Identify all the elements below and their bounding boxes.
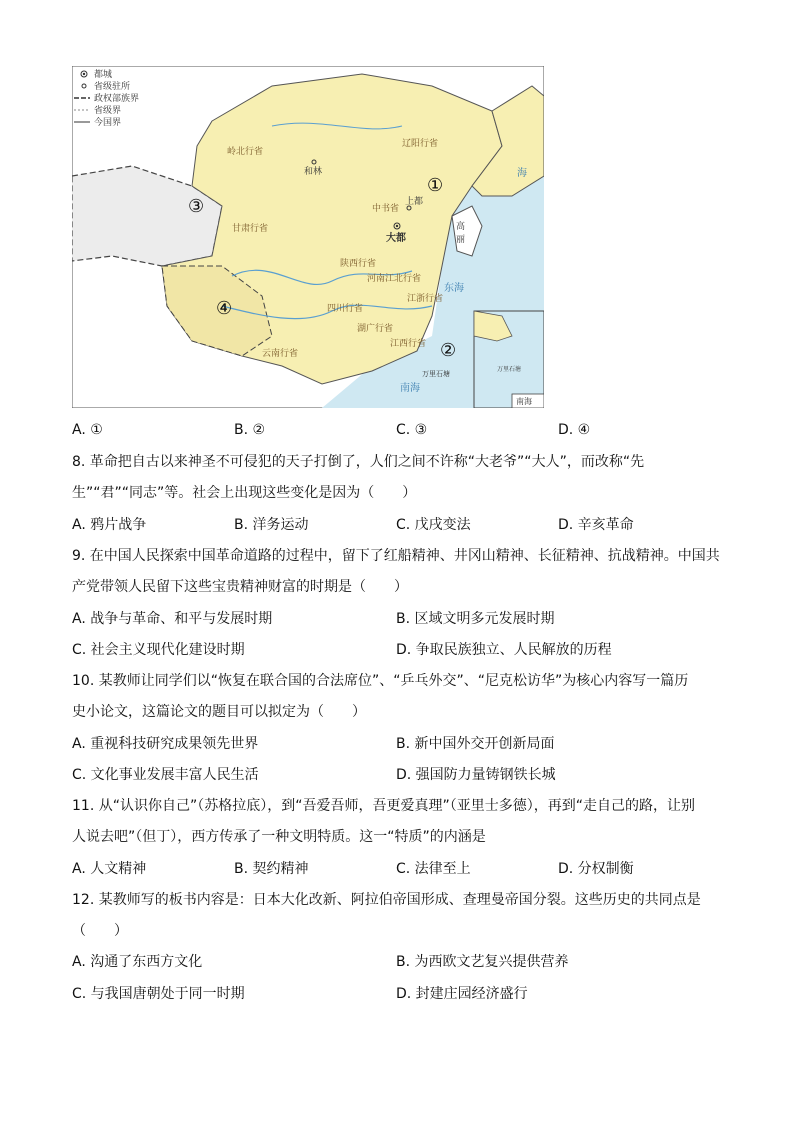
q11-option-a[interactable]: A. 人文精神 xyxy=(72,861,147,877)
prov-jiangzhe: 江浙行省 xyxy=(407,294,444,304)
q10-option-b[interactable]: B. 新中国外交开创新局面 xyxy=(396,736,555,752)
legend-provincial-seat: 省级驻所 xyxy=(94,82,131,92)
q9-option-a[interactable]: A. 战争与革命、和平与发展时期 xyxy=(72,611,273,627)
q9-option-d[interactable]: D. 争取民族独立、人民解放的历程 xyxy=(396,642,612,658)
q12-option-b[interactable]: B. 为西欧文艺复兴提供营养 xyxy=(396,954,569,970)
q11-option-c[interactable]: C. 法律至上 xyxy=(396,861,471,877)
prov-jiangxi: 江西行省 xyxy=(390,339,427,349)
korea-label-2: 丽 xyxy=(456,235,466,245)
q7-option-c[interactable]: C. ③ xyxy=(396,422,428,438)
q10-option-d[interactable]: D. 强国防力量铸钢铁长城 xyxy=(396,767,556,783)
q12-option-a[interactable]: A. 沟通了东西方文化 xyxy=(72,954,203,970)
inset-islands: 万里石塘 xyxy=(497,366,522,373)
q8-stem-line2: 生”“君”“同志”等。社会上出现这些变化是因为（ ） xyxy=(72,485,417,501)
q12-option-d[interactable]: D. 封建庄园经济盛行 xyxy=(396,986,528,1002)
q10-stem-line1: 10. 某教师让同学们以“恢复在联合国的合法席位”、“乒乓外交”、“尼克松访华”为核心内容写一篇历 xyxy=(72,673,689,689)
q8-options xyxy=(72,514,732,536)
q8-option-b[interactable]: B. 洋务运动 xyxy=(234,517,309,533)
prov-yunnan: 云南行省 xyxy=(262,349,299,359)
q7-option-b[interactable]: B. ② xyxy=(234,422,266,438)
marker-3: ③ xyxy=(188,196,205,217)
q11-option-d[interactable]: D. 分权制衡 xyxy=(558,861,634,877)
q9-stem-line2: 产党带领人民留下这些宝贵精神财富的时期是（ ） xyxy=(72,579,408,595)
legend-capital: 都城 xyxy=(94,70,113,80)
q9-option-c[interactable]: C. 社会主义现代化建设时期 xyxy=(72,642,245,658)
prov-liaoyang: 辽阳行省 xyxy=(402,139,439,149)
q9-stem-line1: 9. 在中国人民探索中国革命道路的过程中，留下了红船精神、井冈山精神、长征精神、抗战精神。中国共 xyxy=(72,548,720,564)
city-helin: 和林 xyxy=(304,167,323,177)
prov-sichuan: 四川行省 xyxy=(327,304,364,314)
q7-option-d[interactable]: D. ④ xyxy=(558,422,591,438)
q11-stem-line1: 11. 从“认识你自己”（苏格拉底），到“吾爱吾师，吾更爱真理”（亚里士多德），再到“走自己的路，让别 xyxy=(72,798,695,814)
q12-option-c[interactable]: C. 与我国唐朝处于同一时期 xyxy=(72,986,245,1002)
inset-label: 南海 xyxy=(516,397,532,406)
sea-donghai: 东海 xyxy=(444,283,464,294)
q8-option-d[interactable]: D. 辛亥革命 xyxy=(558,517,634,533)
prov-huguang: 湖广行省 xyxy=(357,324,394,334)
prov-lingbei: 岭北行省 xyxy=(227,147,264,157)
islands-label: 万里石塘 xyxy=(422,370,450,378)
legend-regime-border: 政权部族界 xyxy=(94,94,140,104)
q8-option-a[interactable]: A. 鸦片战争 xyxy=(72,517,147,533)
city-shangdu: 上都 xyxy=(405,197,424,207)
q7-options xyxy=(72,422,732,444)
prov-zhongshu: 中书省 xyxy=(372,204,400,214)
q10-option-a[interactable]: A. 重视科技研究成果领先世界 xyxy=(72,736,259,752)
sea-nanhai: 南海 xyxy=(400,383,420,394)
q11-option-b[interactable]: B. 契约精神 xyxy=(234,861,309,877)
q12-stem-line1: 12. 某教师写的板书内容是：日本大化改新、阿拉伯帝国形成、查理曼帝国分裂。这些历史的共同点是 xyxy=(72,892,701,908)
legend-provincial-border: 省级界 xyxy=(94,106,122,116)
prov-gansu: 甘肃行省 xyxy=(232,224,269,234)
q11-options xyxy=(72,858,732,880)
legend-modern-border: 今国界 xyxy=(94,118,122,128)
yuan-dynasty-map xyxy=(72,66,544,408)
city-dadu: 大都 xyxy=(386,233,406,244)
q8-stem-line1: 8. 革命把自古以来神圣不可侵犯的天子打倒了，人们之间不许称“大老爷”“大人”，而改称“先 xyxy=(72,454,645,470)
marker-4: ④ xyxy=(216,298,233,319)
q7-option-a[interactable]: A. ① xyxy=(72,422,103,438)
prov-shaanxi: 陕西行省 xyxy=(340,259,377,269)
q10-stem-line2: 史小论文，这篇论文的题目可以拟定为（ ） xyxy=(72,704,366,720)
q9-option-b[interactable]: B. 区域文明多元发展时期 xyxy=(396,611,555,627)
korea-label-1: 高 xyxy=(456,222,466,232)
marker-2: ② xyxy=(440,340,457,361)
q8-option-c[interactable]: C. 戊戌变法 xyxy=(396,517,471,533)
sea-northeast: 海 xyxy=(517,168,527,179)
q10-option-c[interactable]: C. 文化事业发展丰富人民生活 xyxy=(72,767,259,783)
q12-stem-line2: （ ） xyxy=(72,923,128,939)
prov-henan: 河南江北行省 xyxy=(367,274,422,284)
q11-stem-line2: 人说去吧”（但丁），西方传承了一种文明特质。这一“特质”的内涵是 xyxy=(72,829,486,845)
marker-1: ① xyxy=(427,175,444,196)
